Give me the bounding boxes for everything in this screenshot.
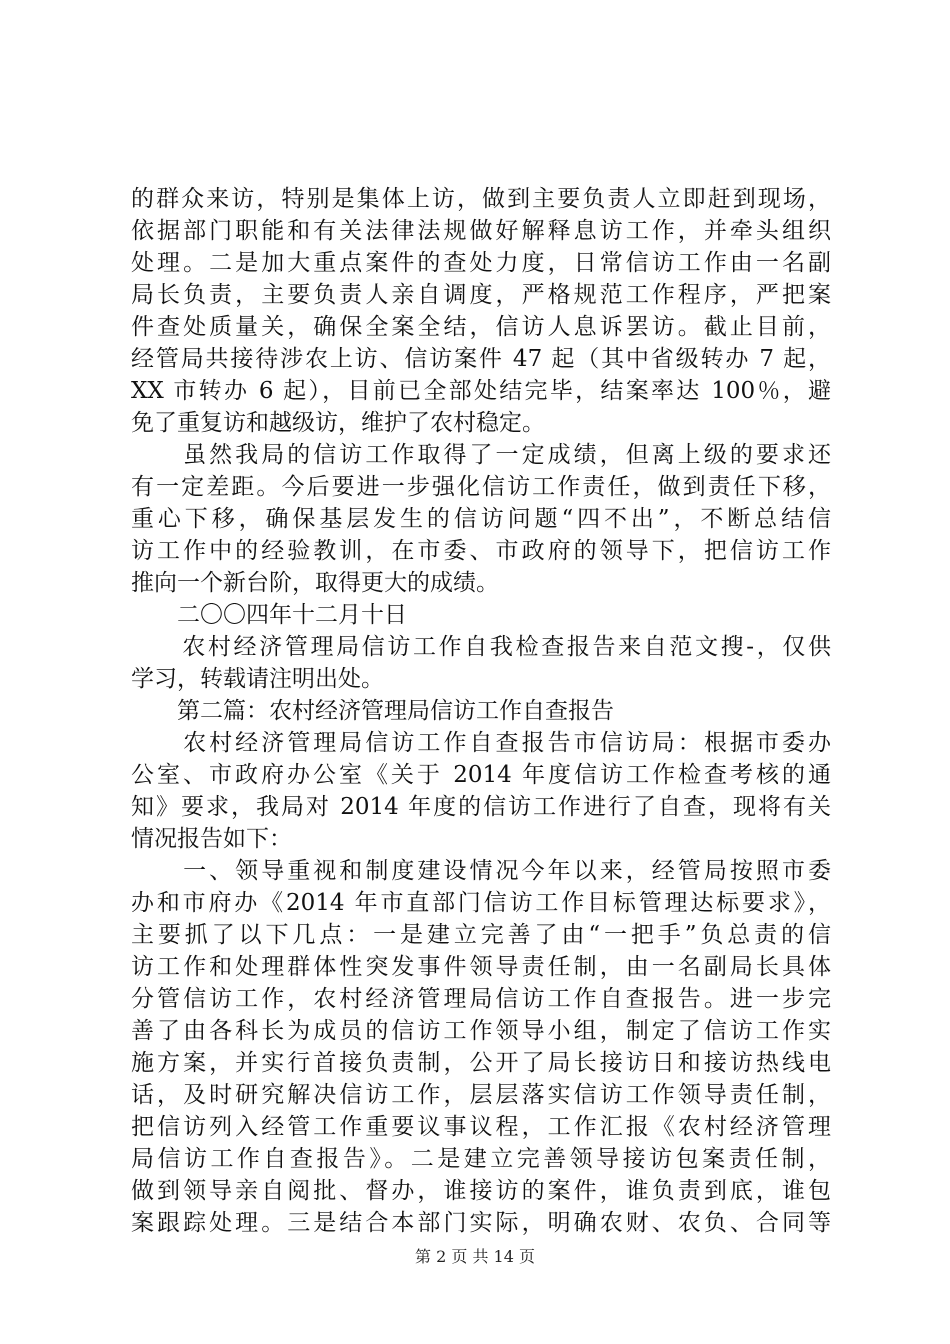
text-line: 施方案，并实行首接负责制，公开了局长接访日和接访热线电 [131, 1050, 831, 1076]
text-line: 二〇〇四年十二月十日 [131, 602, 407, 628]
text-line: 农村经济管理局信访工作自查报告市信访局：根据市委办 [131, 730, 831, 756]
text-line: 访工作和处理群体性突发事件领导责任制，由一名副局长具体 [131, 954, 831, 980]
text-line: 办和市府办《2014 年市直部门信访工作目标管理达标要求》， [131, 890, 831, 916]
text-line: 知》要求，我局对 2014 年度的信访工作进行了自查，现将有关 [131, 794, 831, 820]
text-line: 把信访列入经管工作重要议事议程，工作汇报《农村经济管理 [131, 1114, 831, 1140]
text-line: 农村经济管理局信访工作自我检查报告来自范文搜-，仅供 [131, 634, 831, 660]
text-line: 局信访工作自查报告》。二是建立完善领导接访包案责任制， [131, 1146, 831, 1172]
text-line: 的群众来访，特别是集体上访，做到主要负责人立即赶到现场， [131, 186, 831, 212]
text-line: 话，及时研究解决信访工作，层层落实信访工作领导责任制， [131, 1082, 831, 1108]
text-line: 访工作中的经验教训，在市委、市政府的领导下，把信访工作 [131, 538, 831, 564]
text-line: 善了由各科长为成员的信访工作领导小组，制定了信访工作实 [131, 1018, 831, 1044]
text-line: 依据部门职能和有关法律法规做好解释息访工作，并牵头组织 [131, 218, 831, 244]
document-body [131, 183, 831, 1239]
text-line: 学习，转载请注明出处。 [131, 666, 384, 692]
text-line: 分管信访工作，农村经济管理局信访工作自查报告。进一步完 [131, 986, 831, 1012]
text-line: 重心下移，确保基层发生的信访问题“四不出”，不断总结信 [131, 506, 831, 532]
text-line: 推向一个新台阶，取得更大的成绩。 [131, 570, 499, 596]
text-line: 处理。二是加大重点案件的查处力度，日常信访工作由一名副 [131, 250, 831, 276]
text-line: 有一定差距。今后要进一步强化信访工作责任，做到责任下移， [131, 474, 831, 500]
text-line: 一、领导重视和制度建设情况今年以来，经管局按照市委 [131, 858, 831, 884]
text-line: 情况报告如下： [131, 826, 292, 852]
text-line: 主要抓了以下几点：一是建立完善了由“一把手”负总责的信 [131, 922, 831, 948]
text-line: 免了重复访和越级访，维护了农村稳定。 [131, 410, 545, 436]
text-line: 第二篇：农村经济管理局信访工作自查报告 [131, 698, 614, 724]
text-line: 公室、市政府办公室《关于 2014 年度信访工作检查考核的通 [131, 762, 831, 788]
text-line: XX 市转办 6 起），目前已全部处结完毕，结案率达 100％，避 [131, 378, 831, 404]
page-number-footer: 第 2 页 共 14 页 [415, 1247, 535, 1266]
text-line: 经管局共接待涉农上访、信访案件 47 起（其中省级转办 7 起， [131, 346, 831, 372]
text-line: 做到领导亲自阅批、督办，谁接访的案件，谁负责到底，谁包 [131, 1178, 831, 1204]
text-line: 局长负责，主要负责人亲自调度，严格规范工作程序，严把案 [131, 282, 831, 308]
text-line: 案跟踪处理。三是结合本部门实际，明确农财、农负、合同等 [131, 1210, 831, 1236]
text-line: 虽然我局的信访工作取得了一定成绩，但离上级的要求还 [131, 442, 831, 468]
text-line: 件查处质量关，确保全案全结，信访人息诉罢访。截止目前， [131, 314, 831, 340]
